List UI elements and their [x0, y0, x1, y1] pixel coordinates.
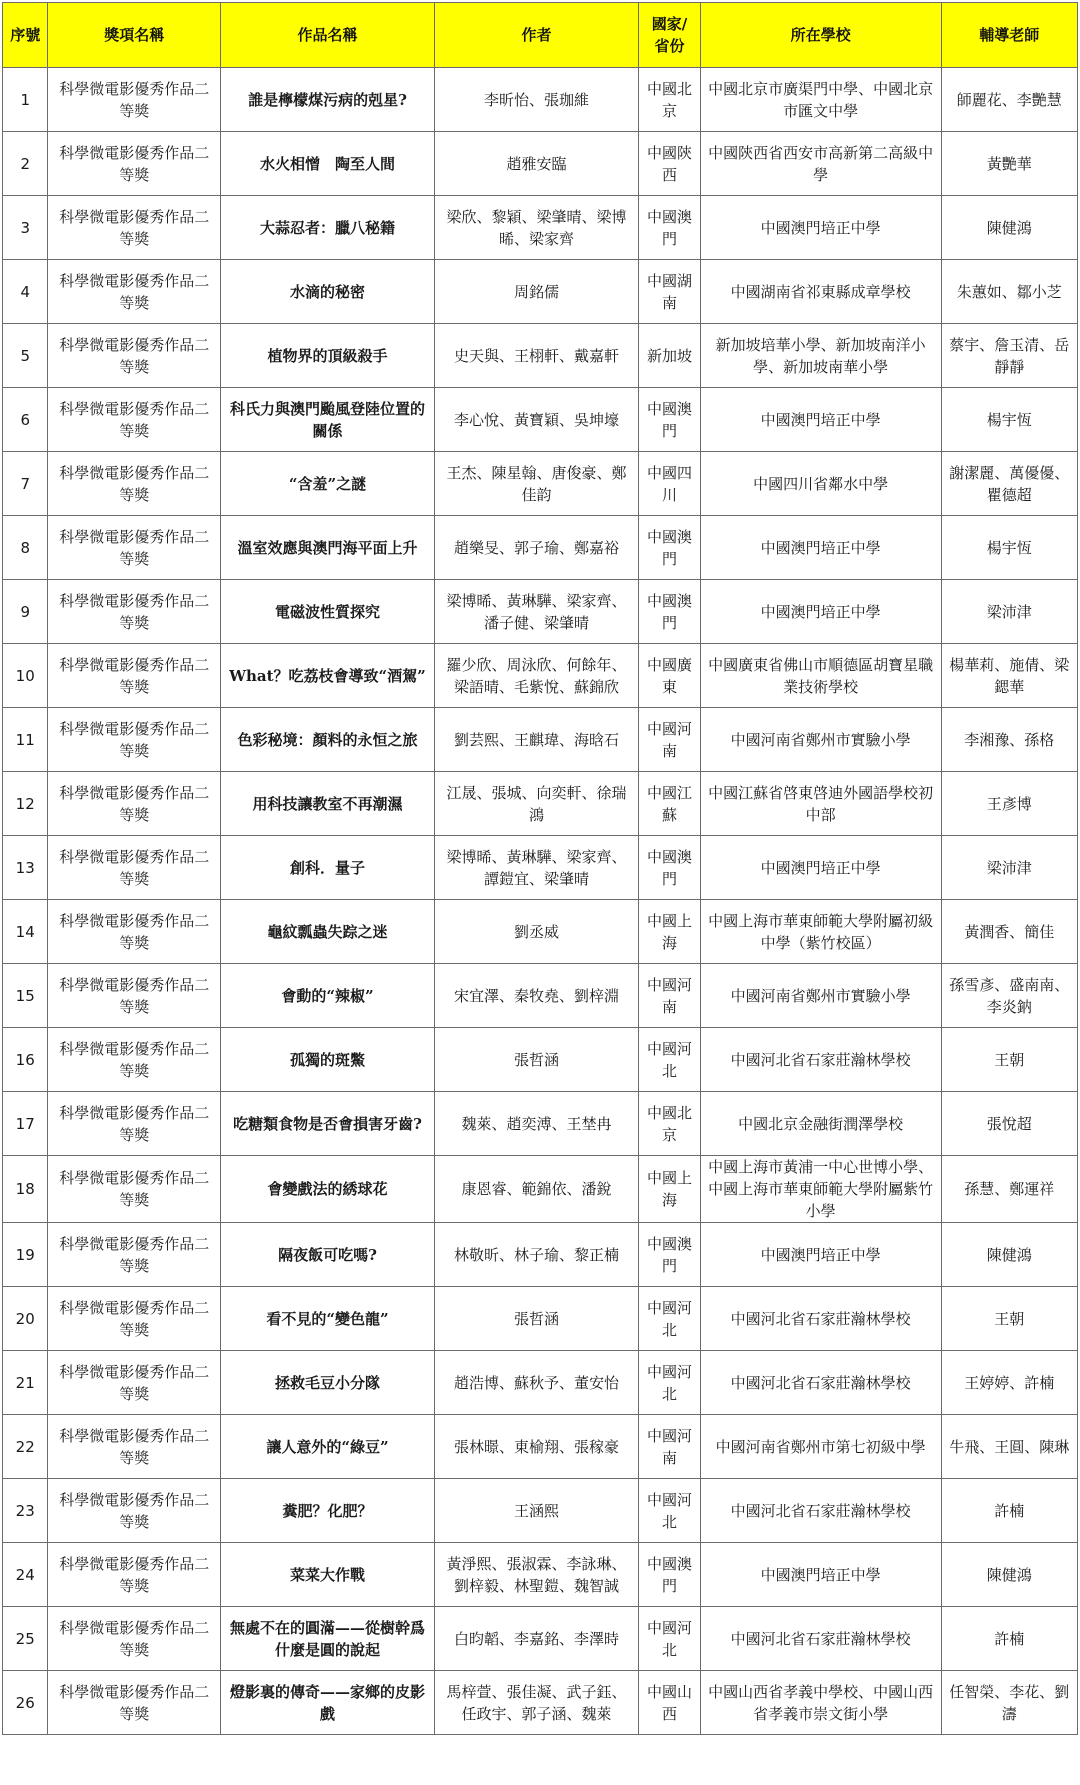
cell-authors: 王杰、陳星翰、唐俊豪、鄭佳韵 [434, 452, 639, 516]
cell-title: 電磁波性質探究 [221, 580, 435, 644]
cell-award: 科學微電影優秀作品二等獎 [48, 1543, 221, 1607]
table-row [3, 1223, 1078, 1287]
table-row [3, 836, 1078, 900]
cell-title: 色彩秘境：顏料的永恒之旅 [221, 708, 435, 772]
cell-region: 中國湖南 [639, 260, 700, 324]
cell-region: 中國澳門 [639, 1543, 700, 1607]
cell-region: 新加坡 [639, 324, 700, 388]
cell-school: 中國廣東省佛山市順德區胡寶星職業技術學校 [700, 644, 941, 708]
cell-title: 糞肥？化肥？ [221, 1479, 435, 1543]
cell-region: 中國四川 [639, 452, 700, 516]
cell-award: 科學微電影優秀作品二等獎 [48, 388, 221, 452]
cell-title: 吃糖類食物是否會損害牙齒? [221, 1092, 435, 1156]
cell-index: 20 [3, 1287, 48, 1351]
cell-index: 4 [3, 260, 48, 324]
cell-teacher: 黃艷華 [941, 132, 1077, 196]
cell-title: 會變戲法的綉球花 [221, 1156, 435, 1223]
cell-award: 科學微電影優秀作品二等獎 [48, 1415, 221, 1479]
cell-award: 科學微電影優秀作品二等獎 [48, 260, 221, 324]
cell-index: 2 [3, 132, 48, 196]
cell-index: 24 [3, 1543, 48, 1607]
cell-authors: 周銘儒 [434, 260, 639, 324]
cell-school: 中國陝西省西安市高新第二高級中學 [700, 132, 941, 196]
cell-teacher: 王婷婷、許楠 [941, 1351, 1077, 1415]
cell-region: 中國河南 [639, 708, 700, 772]
table-header [3, 3, 1078, 68]
cell-index: 18 [3, 1156, 48, 1223]
table-row [3, 1287, 1078, 1351]
cell-school: 中國上海市黃浦一中心世博小學、中國上海市華東師範大學附屬紫竹小學 [700, 1156, 941, 1223]
cell-school: 中國河南省鄭州市實驗小學 [700, 708, 941, 772]
cell-award: 科學微電影優秀作品二等獎 [48, 964, 221, 1028]
cell-award: 科學微電影優秀作品二等獎 [48, 68, 221, 132]
table-row [3, 580, 1078, 644]
cell-index: 5 [3, 324, 48, 388]
cell-authors: 黃淨熙、張淑霖、李詠琳、劉梓毅、林聖鎧、魏智誠 [434, 1543, 639, 1607]
cell-teacher: 蔡宇、詹玉清、岳靜靜 [941, 324, 1077, 388]
cell-region: 中國廣東 [639, 644, 700, 708]
cell-region: 中國河北 [639, 1607, 700, 1671]
cell-award: 科學微電影優秀作品二等獎 [48, 836, 221, 900]
cell-authors: 李心悅、黃寶穎、吳坤壕 [434, 388, 639, 452]
cell-authors: 梁博晞、黃琳驊、梁家齊、潘子健、梁肇晴 [434, 580, 639, 644]
cell-award: 科學微電影優秀作品二等獎 [48, 452, 221, 516]
cell-region: 中國澳門 [639, 580, 700, 644]
cell-region: 中國河南 [639, 1415, 700, 1479]
cell-region: 中國澳門 [639, 516, 700, 580]
cell-index: 22 [3, 1415, 48, 1479]
header-title: 作品名稱 [221, 3, 435, 68]
cell-teacher: 朱蕙如、鄒小芝 [941, 260, 1077, 324]
table-row [3, 1479, 1078, 1543]
cell-school: 中國四川省鄰水中學 [700, 452, 941, 516]
header-index: 序號 [3, 3, 48, 68]
cell-region: 中國河北 [639, 1479, 700, 1543]
table-row [3, 196, 1078, 260]
cell-region: 中國河北 [639, 1287, 700, 1351]
cell-teacher: 陳健鴻 [941, 1543, 1077, 1607]
cell-region: 中國澳門 [639, 836, 700, 900]
cell-teacher: 李湘豫、孫格 [941, 708, 1077, 772]
table-row [3, 964, 1078, 1028]
cell-title: “含羞”之謎 [221, 452, 435, 516]
cell-school: 中國河北省石家莊瀚林學校 [700, 1028, 941, 1092]
cell-title: 誰是檸檬煤污病的剋星? [221, 68, 435, 132]
cell-region: 中國河南 [639, 964, 700, 1028]
cell-title: 燈影裏的傳奇——家鄉的皮影戲 [221, 1671, 435, 1735]
cell-school: 中國北京金融街潤澤學校 [700, 1092, 941, 1156]
cell-title: 用科技讓教室不再潮濕 [221, 772, 435, 836]
table-row [3, 68, 1078, 132]
table-row [3, 644, 1078, 708]
table-row [3, 1415, 1078, 1479]
cell-authors: 林敬昕、林子瑜、黎正楠 [434, 1223, 639, 1287]
cell-school: 中國澳門培正中學 [700, 580, 941, 644]
cell-authors: 李昕怡、張珈維 [434, 68, 639, 132]
cell-index: 13 [3, 836, 48, 900]
table-row [3, 132, 1078, 196]
table-row [3, 1607, 1078, 1671]
cell-index: 21 [3, 1351, 48, 1415]
cell-school: 中國河南省鄭州市實驗小學 [700, 964, 941, 1028]
cell-authors: 趙浩博、蘇秋予、董安怡 [434, 1351, 639, 1415]
cell-school: 中國山西省孝義中學校、中國山西省孝義市崇文街小學 [700, 1671, 941, 1735]
cell-school: 中國澳門培正中學 [700, 196, 941, 260]
cell-index: 25 [3, 1607, 48, 1671]
cell-teacher: 孫慧、鄭運祥 [941, 1156, 1077, 1223]
cell-authors: 張哲涵 [434, 1028, 639, 1092]
cell-title: 孤獨的斑鱉 [221, 1028, 435, 1092]
cell-authors: 張林暻、東榆翔、張稼豪 [434, 1415, 639, 1479]
table-row [3, 1092, 1078, 1156]
header-award: 獎項名稱 [48, 3, 221, 68]
cell-title: What？吃荔枝會導致“酒駕” [221, 644, 435, 708]
cell-school: 新加坡培華小學、新加坡南洋小學、新加坡南華小學 [700, 324, 941, 388]
cell-teacher: 牛飛、王圓、陳琳 [941, 1415, 1077, 1479]
cell-index: 26 [3, 1671, 48, 1735]
cell-authors: 張哲涵 [434, 1287, 639, 1351]
cell-award: 科學微電影優秀作品二等獎 [48, 1607, 221, 1671]
cell-index: 7 [3, 452, 48, 516]
cell-award: 科學微電影優秀作品二等獎 [48, 900, 221, 964]
cell-award: 科學微電影優秀作品二等獎 [48, 1351, 221, 1415]
header-teacher: 輔導老師 [941, 3, 1077, 68]
header-authors: 作者 [434, 3, 639, 68]
cell-index: 19 [3, 1223, 48, 1287]
cell-award: 科學微電影優秀作品二等獎 [48, 580, 221, 644]
table-row [3, 516, 1078, 580]
cell-index: 12 [3, 772, 48, 836]
cell-index: 8 [3, 516, 48, 580]
cell-teacher: 謝潔麗、萬優優、瞿德超 [941, 452, 1077, 516]
cell-school: 中國河南省鄭州市第七初級中學 [700, 1415, 941, 1479]
cell-title: 水滴的秘密 [221, 260, 435, 324]
cell-index: 3 [3, 196, 48, 260]
table-row [3, 324, 1078, 388]
cell-award: 科學微電影優秀作品二等獎 [48, 1223, 221, 1287]
cell-authors: 魏萊、趙奕溥、王埜冉 [434, 1092, 639, 1156]
table-row [3, 1543, 1078, 1607]
cell-teacher: 師麗花、李艷慧 [941, 68, 1077, 132]
cell-authors: 趙樂旻、郭子瑜、鄭嘉裕 [434, 516, 639, 580]
table-row [3, 900, 1078, 964]
table-row [3, 1156, 1078, 1223]
cell-authors: 江晟、張城、向奕軒、徐瑞鴻 [434, 772, 639, 836]
table-row [3, 772, 1078, 836]
cell-award: 科學微電影優秀作品二等獎 [48, 132, 221, 196]
cell-index: 9 [3, 580, 48, 644]
cell-title: 看不見的“變色龍” [221, 1287, 435, 1351]
cell-region: 中國江蘇 [639, 772, 700, 836]
cell-school: 中國河北省石家莊瀚林學校 [700, 1479, 941, 1543]
cell-authors: 馬梓萱、張佳凝、武子鈺、任政宇、郭子涵、魏萊 [434, 1671, 639, 1735]
cell-teacher: 梁沛津 [941, 580, 1077, 644]
cell-teacher: 黃潤香、簡佳 [941, 900, 1077, 964]
award-table [2, 2, 1078, 1735]
cell-school: 中國澳門培正中學 [700, 1543, 941, 1607]
cell-teacher: 楊宇恆 [941, 516, 1077, 580]
cell-teacher: 任智榮、李花、劉濤 [941, 1671, 1077, 1735]
cell-title: 龜紋瓢蟲失踪之迷 [221, 900, 435, 964]
table-body [3, 68, 1078, 1735]
cell-authors: 梁博晞、黃琳驊、梁家齊、譚鎧宜、梁肇晴 [434, 836, 639, 900]
cell-title: 會動的“辣椒” [221, 964, 435, 1028]
table-row [3, 452, 1078, 516]
cell-index: 1 [3, 68, 48, 132]
cell-school: 中國澳門培正中學 [700, 388, 941, 452]
cell-school: 中國澳門培正中學 [700, 516, 941, 580]
cell-title: 植物界的頂級殺手 [221, 324, 435, 388]
cell-title: 水火相憎 陶至人間 [221, 132, 435, 196]
cell-authors: 梁欣、黎穎、梁肇晴、梁博晞、梁家齊 [434, 196, 639, 260]
cell-authors: 康恩睿、範錦依、潘銳 [434, 1156, 639, 1223]
cell-teacher: 陳健鴻 [941, 1223, 1077, 1287]
cell-award: 科學微電影優秀作品二等獎 [48, 324, 221, 388]
cell-authors: 羅少欣、周泳欣、何餘年、梁語晴、毛紫悅、蘇錦欣 [434, 644, 639, 708]
cell-school: 中國河北省石家莊瀚林學校 [700, 1607, 941, 1671]
cell-title: 科氏力與澳門颱風登陸位置的關係 [221, 388, 435, 452]
cell-title: 菜菜大作戰 [221, 1543, 435, 1607]
cell-school: 中國北京市廣渠門中學、中國北京市匯文中學 [700, 68, 941, 132]
cell-index: 14 [3, 900, 48, 964]
cell-title: 大蒜忍者：臘八秘籍 [221, 196, 435, 260]
cell-title: 溫室效應與澳門海平面上升 [221, 516, 435, 580]
cell-authors: 白昀韜、李嘉銘、李澤時 [434, 1607, 639, 1671]
header-row [3, 3, 1078, 68]
cell-school: 中國澳門培正中學 [700, 1223, 941, 1287]
cell-title: 無處不在的圓滿——從樹幹爲什麼是圓的說起 [221, 1607, 435, 1671]
cell-award: 科學微電影優秀作品二等獎 [48, 196, 221, 260]
table-row [3, 1671, 1078, 1735]
cell-award: 科學微電影優秀作品二等獎 [48, 1156, 221, 1223]
cell-teacher: 孫雪彥、盛南南、李炎鈉 [941, 964, 1077, 1028]
cell-award: 科學微電影優秀作品二等獎 [48, 1287, 221, 1351]
cell-teacher: 楊宇恆 [941, 388, 1077, 452]
cell-authors: 王涵熙 [434, 1479, 639, 1543]
cell-region: 中國澳門 [639, 388, 700, 452]
cell-index: 10 [3, 644, 48, 708]
cell-index: 15 [3, 964, 48, 1028]
table-row [3, 1351, 1078, 1415]
cell-title: 創科．量子 [221, 836, 435, 900]
cell-region: 中國上海 [639, 900, 700, 964]
cell-title: 讓人意外的“綠豆” [221, 1415, 435, 1479]
cell-teacher: 王朝 [941, 1028, 1077, 1092]
cell-region: 中國河北 [639, 1028, 700, 1092]
cell-index: 17 [3, 1092, 48, 1156]
cell-region: 中國北京 [639, 1092, 700, 1156]
cell-teacher: 王彥博 [941, 772, 1077, 836]
cell-region: 中國北京 [639, 68, 700, 132]
cell-authors: 宋宜澤、秦牧堯、劉梓淵 [434, 964, 639, 1028]
header-school: 所在學校 [700, 3, 941, 68]
cell-school: 中國湖南省祁東縣成章學校 [700, 260, 941, 324]
cell-authors: 史天與、王栩軒、戴嘉軒 [434, 324, 639, 388]
cell-region: 中國山西 [639, 1671, 700, 1735]
cell-index: 16 [3, 1028, 48, 1092]
cell-award: 科學微電影優秀作品二等獎 [48, 1671, 221, 1735]
cell-award: 科學微電影優秀作品二等獎 [48, 708, 221, 772]
cell-title: 拯救毛豆小分隊 [221, 1351, 435, 1415]
cell-school: 中國河北省石家莊瀚林學校 [700, 1287, 941, 1351]
table-row [3, 708, 1078, 772]
cell-index: 11 [3, 708, 48, 772]
cell-region: 中國澳門 [639, 1223, 700, 1287]
cell-award: 科學微電影優秀作品二等獎 [48, 1479, 221, 1543]
cell-region: 中國澳門 [639, 196, 700, 260]
table-row [3, 1028, 1078, 1092]
cell-teacher: 王朝 [941, 1287, 1077, 1351]
cell-award: 科學微電影優秀作品二等獎 [48, 1092, 221, 1156]
cell-region: 中國陝西 [639, 132, 700, 196]
cell-award: 科學微電影優秀作品二等獎 [48, 516, 221, 580]
cell-authors: 劉芸熙、王麒瑋、海晗石 [434, 708, 639, 772]
cell-school: 中國上海市華東師範大學附屬初級中學（紫竹校區） [700, 900, 941, 964]
cell-school: 中國河北省石家莊瀚林學校 [700, 1351, 941, 1415]
cell-teacher: 陳健鴻 [941, 196, 1077, 260]
cell-school: 中國澳門培正中學 [700, 836, 941, 900]
header-region: 國家/省份 [639, 3, 700, 68]
cell-region: 中國上海 [639, 1156, 700, 1223]
cell-title: 隔夜飯可吃嗎? [221, 1223, 435, 1287]
cell-teacher: 許楠 [941, 1607, 1077, 1671]
table-row [3, 260, 1078, 324]
cell-teacher: 許楠 [941, 1479, 1077, 1543]
cell-teacher: 梁沛津 [941, 836, 1077, 900]
cell-index: 6 [3, 388, 48, 452]
cell-teacher: 張悅超 [941, 1092, 1077, 1156]
cell-index: 23 [3, 1479, 48, 1543]
cell-teacher: 楊華莉、施倩、梁鍶華 [941, 644, 1077, 708]
cell-region: 中國河北 [639, 1351, 700, 1415]
cell-award: 科學微電影優秀作品二等獎 [48, 644, 221, 708]
cell-award: 科學微電影優秀作品二等獎 [48, 1028, 221, 1092]
cell-school: 中國江蘇省啓東啓迪外國語學校初中部 [700, 772, 941, 836]
cell-authors: 趙雅安臨 [434, 132, 639, 196]
table-row [3, 388, 1078, 452]
cell-award: 科學微電影優秀作品二等獎 [48, 772, 221, 836]
cell-authors: 劉丞威 [434, 900, 639, 964]
